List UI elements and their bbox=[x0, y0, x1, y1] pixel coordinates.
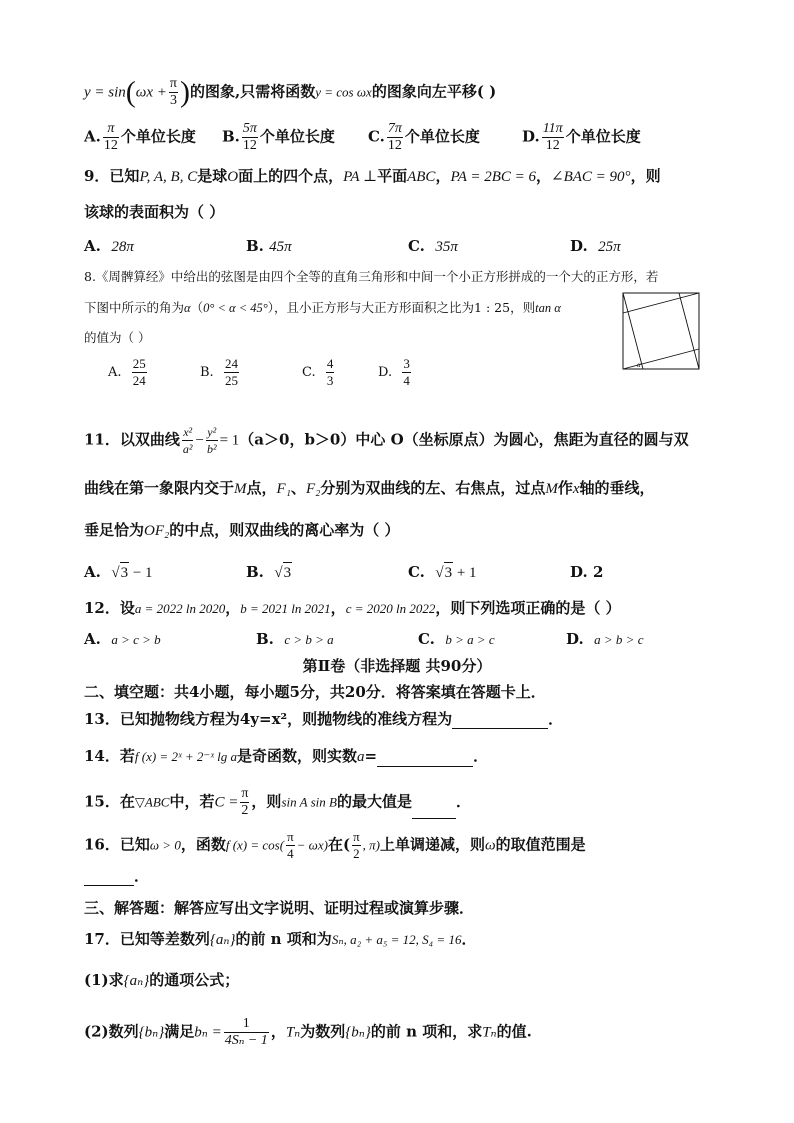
q8-option-c: C. $\frac{7\pi}{12}$ 个单位长度 bbox=[368, 121, 480, 153]
q17-line1: 17．已知等差数列{aₙ}的前 n 项和为Sₙ, a₂ + a₅ = 12, S₄ = 16． bbox=[84, 930, 477, 948]
q8b-option-a: A. $\frac{25}{24}$ bbox=[108, 356, 146, 388]
q9-option-b: B. 45π bbox=[246, 237, 292, 255]
q9-option-a: A. 28π bbox=[84, 237, 134, 255]
q8-text1: 的图象,只需将函数 bbox=[190, 82, 316, 101]
fill-in-header: 二、填空题：共4小题，每小题5分，共20分．将答案填在答题卡上． bbox=[84, 683, 546, 701]
q15-line: 15．在▽ABC中，若C = $\frac{\pi}{2}$ ，则sin A sin B的最大值是 ． bbox=[84, 786, 471, 818]
q11-line3: 垂足恰为OF₂的中点，则双曲线的离心率为（ ） bbox=[84, 521, 400, 539]
q8b-line3: 的值为（ ） bbox=[84, 330, 151, 345]
q8-text2: 的图象向左平移( ) bbox=[371, 82, 497, 101]
q12-option-b: B. c > b > a bbox=[256, 630, 334, 648]
outer-square bbox=[623, 293, 699, 369]
q8-continuation-line: y = sin(ωx + $\frac{\pi}{3}$ )的图象,只需将函数y = cos ωx的图象向左平移( ) bbox=[84, 75, 497, 109]
q12-option-c: C. b > a > c bbox=[418, 630, 495, 648]
triangle-side-4 bbox=[623, 293, 643, 369]
q14-answer-blank bbox=[377, 750, 473, 767]
triangle-side-1 bbox=[623, 349, 699, 369]
q8-func-lead: y = sin bbox=[84, 84, 126, 101]
q12-option-d: D. a > b > c bbox=[566, 630, 644, 648]
q9-line2: 该球的表面积为（ ） bbox=[84, 203, 225, 221]
q8-option-b: B. $\frac{5\pi}{12}$ 个单位长度 bbox=[222, 121, 335, 153]
q16-answer-blank bbox=[84, 869, 134, 886]
q8b-line1: 8.《周髀算经》中给出的弦图是由四个全等的直角三角形和中间一个小正方形拼成的一个大的正方形，若 bbox=[84, 269, 659, 284]
q14-line: 14．若f (x) = 2ˣ + 2⁻ˣ lg a是奇函数，则实数a= ． bbox=[84, 747, 489, 765]
q13-answer-blank bbox=[452, 712, 548, 729]
q13-line: 13．已知抛物线方程为4y=x²，则抛物线的准线方程为 ． bbox=[84, 710, 564, 728]
q9-option-c: C. 35π bbox=[408, 237, 458, 255]
q12-line1: 12．设a = 2022 ln 2020，b = 2021 ln 2021，c = 2020 ln 2022，则下列选项正确的是（ ） bbox=[84, 599, 621, 617]
q9-option-d: D. 25π bbox=[570, 237, 621, 255]
triangle-side-3 bbox=[623, 293, 699, 313]
q16-line2: ． bbox=[84, 866, 149, 886]
q11-option-a: A. √3 − 1 bbox=[84, 563, 153, 581]
q16-line1: 16．已知ω > 0，函数f (x) = cos( $\frac{\pi}{4}$ − ωx)在( $\frac{\pi}{2}$ , π)上单调递减，则ω的取值范围是 bbox=[84, 829, 586, 861]
q8-option-d: D. $\frac{11\pi}{12}$ 个单位长度 bbox=[522, 121, 641, 153]
q15-answer-blank bbox=[412, 802, 456, 819]
q8-cos-func: y = cos ωx bbox=[315, 84, 372, 100]
q11-line2: 曲线在第一象限内交于M点，F₁、F₂分别为双曲线的左、右焦点，过点M作x轴的垂线， bbox=[84, 479, 655, 497]
q11-line1: 11．以双曲线 $\frac{\text{x²}}{\text{a²}}$ − $\frac{\text{y²}}{\text{b²}}$ = 1（a＞0，b＞0）中心 O（坐标原点）为圆心，焦距为直径的圆与双 bbox=[84, 425, 689, 456]
q17-part1: (1)求{aₙ}的通项公式； bbox=[84, 971, 240, 989]
q8-pi-over-3: $\frac{\pi}{3}$ bbox=[169, 76, 177, 108]
q17-part2: (2)数列{bₙ}满足bₙ = $\frac{1}{\text{4Sₙ − 1}}$ ，Tₙ为数列{bₙ}的前 n 项和，求Tₙ的值. bbox=[84, 1016, 532, 1048]
solve-header: 三、解答题：解答应写出文字说明、证明过程或演算步骤． bbox=[84, 899, 475, 917]
q9-line1: 9．已知P, A, B, C是球O面上的四个点，PA ⊥平面ABC，PA = 2BC = 6，∠BAC = 90°，则 bbox=[84, 167, 661, 185]
angle-alpha-label: α bbox=[637, 361, 641, 369]
q8-func-arg: ωx + bbox=[135, 84, 167, 101]
pinwheel-square-figure bbox=[622, 292, 700, 370]
q8b-option-b: B. $\frac{24}{25}$ bbox=[200, 356, 238, 388]
q11-option-c: C. √3 + 1 bbox=[408, 563, 477, 581]
q11-option-b: B. √3 bbox=[246, 563, 292, 581]
q8b-line2: 下图中所示的角为α（0° < α < 45°），且小正方形与大正方形面积之比为1 : 25，则tan α bbox=[84, 300, 561, 315]
q8-option-a: A. $\frac{\pi}{12}$ 个单位长度 bbox=[84, 121, 196, 153]
q11-option-d: D. 2 bbox=[570, 563, 604, 581]
q12-option-a: A. a > c > b bbox=[84, 630, 161, 648]
q8b-option-d: D. $\frac{3}{4}$ bbox=[378, 356, 410, 388]
q8b-option-c: C. $\frac{4}{3}$ bbox=[302, 356, 334, 388]
triangle-side-2 bbox=[679, 293, 699, 369]
section2-header: 第Ⅱ卷（非选择题 共90分） bbox=[302, 657, 492, 675]
